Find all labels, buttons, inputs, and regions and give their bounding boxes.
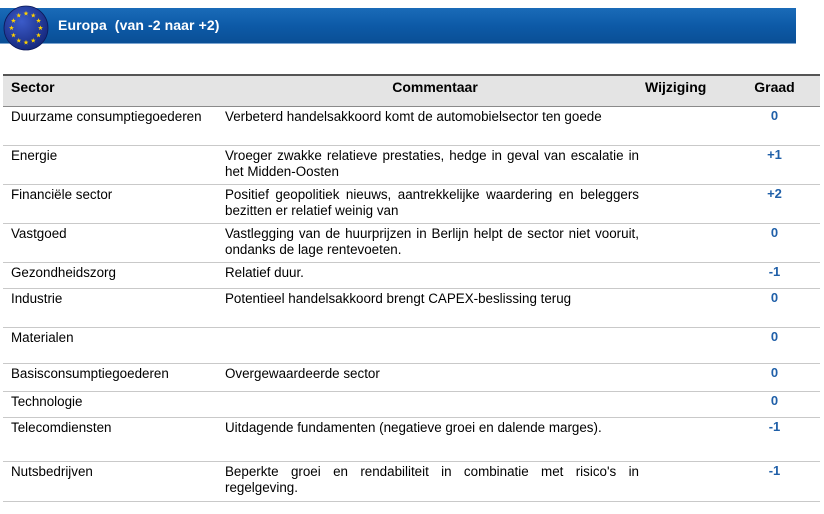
- header-change: Wijziging: [645, 75, 729, 107]
- row-sector: Basisconsumptiegoederen: [3, 364, 225, 392]
- row-grade: -1: [729, 418, 820, 462]
- header-comment: Commentaar: [225, 75, 645, 107]
- row-grade: 0: [729, 328, 820, 364]
- table-row: [3, 328, 820, 364]
- row-change: [645, 185, 729, 224]
- row-comment: [225, 392, 645, 418]
- header-sector: Sector: [3, 75, 225, 107]
- row-comment: [225, 328, 645, 364]
- row-grade: -1: [729, 462, 820, 502]
- table-row: [3, 107, 820, 146]
- row-comment: Uitdagende fundamenten (negatieve groei en dalende marges).: [225, 418, 645, 462]
- table-row: [3, 146, 820, 185]
- row-comment: Positief geopolitiek nieuws, aantrekkelijke waardering en beleggers bezitten er relatief weinig van: [225, 185, 645, 224]
- row-change: [645, 146, 729, 185]
- row-change: [645, 462, 729, 502]
- row-grade: -1: [729, 263, 820, 289]
- row-change: [645, 418, 729, 462]
- section-banner: [0, 5, 796, 44]
- banner-title: Europa (van -2 naar +2): [58, 17, 220, 33]
- row-sector: Gezondheidszorg: [3, 263, 225, 289]
- row-change: [645, 392, 729, 418]
- row-grade: 0: [729, 107, 820, 146]
- row-sector: Telecomdiensten: [3, 418, 225, 462]
- row-change: [645, 289, 729, 328]
- row-sector: Materialen: [3, 328, 225, 364]
- row-sector: Technologie: [3, 392, 225, 418]
- header-grade: Graad: [729, 75, 820, 107]
- table-header-row: [3, 75, 820, 107]
- eu-flag-icon: [3, 5, 49, 51]
- row-sector: Nutsbedrijven: [3, 462, 225, 502]
- table-row: [3, 185, 820, 224]
- sector-table: [3, 74, 820, 502]
- row-comment: Beperkte groei en rendabiliteit in combinatie met risico's in regelgeving.: [225, 462, 645, 502]
- row-sector: Duurzame consumptiegoederen: [3, 107, 225, 146]
- row-grade: +1: [729, 146, 820, 185]
- row-comment: Potentieel handelsakkoord brengt CAPEX-beslissing terug: [225, 289, 645, 328]
- row-change: [645, 263, 729, 289]
- row-sector: Industrie: [3, 289, 225, 328]
- table-row: [3, 263, 820, 289]
- row-change: [645, 364, 729, 392]
- row-grade: +2: [729, 185, 820, 224]
- row-grade: 0: [729, 289, 820, 328]
- row-grade: 0: [729, 224, 820, 263]
- table-row: [3, 418, 820, 462]
- row-sector: Vastgoed: [3, 224, 225, 263]
- table-row: [3, 364, 820, 392]
- row-grade: 0: [729, 392, 820, 418]
- row-sector: Energie: [3, 146, 225, 185]
- table-row: [3, 224, 820, 263]
- row-comment: Vroeger zwakke relatieve prestaties, hedge in geval van escalatie in het Midden-Oosten: [225, 146, 645, 185]
- table-row: [3, 462, 820, 502]
- row-comment: Verbeterd handelsakkoord komt de automobielsector ten goede: [225, 107, 645, 146]
- row-comment: Relatief duur.: [225, 263, 645, 289]
- row-change: [645, 328, 729, 364]
- row-comment: Overgewaardeerde sector: [225, 364, 645, 392]
- row-change: [645, 224, 729, 263]
- row-grade: 0: [729, 364, 820, 392]
- row-sector: Financiële sector: [3, 185, 225, 224]
- row-comment: Vastlegging van de huurprijzen in Berlijn helpt de sector niet vooruit, ondanks de lage rentevoeten.: [225, 224, 645, 263]
- row-change: [645, 107, 729, 146]
- table-row: [3, 392, 820, 418]
- table-row: [3, 289, 820, 328]
